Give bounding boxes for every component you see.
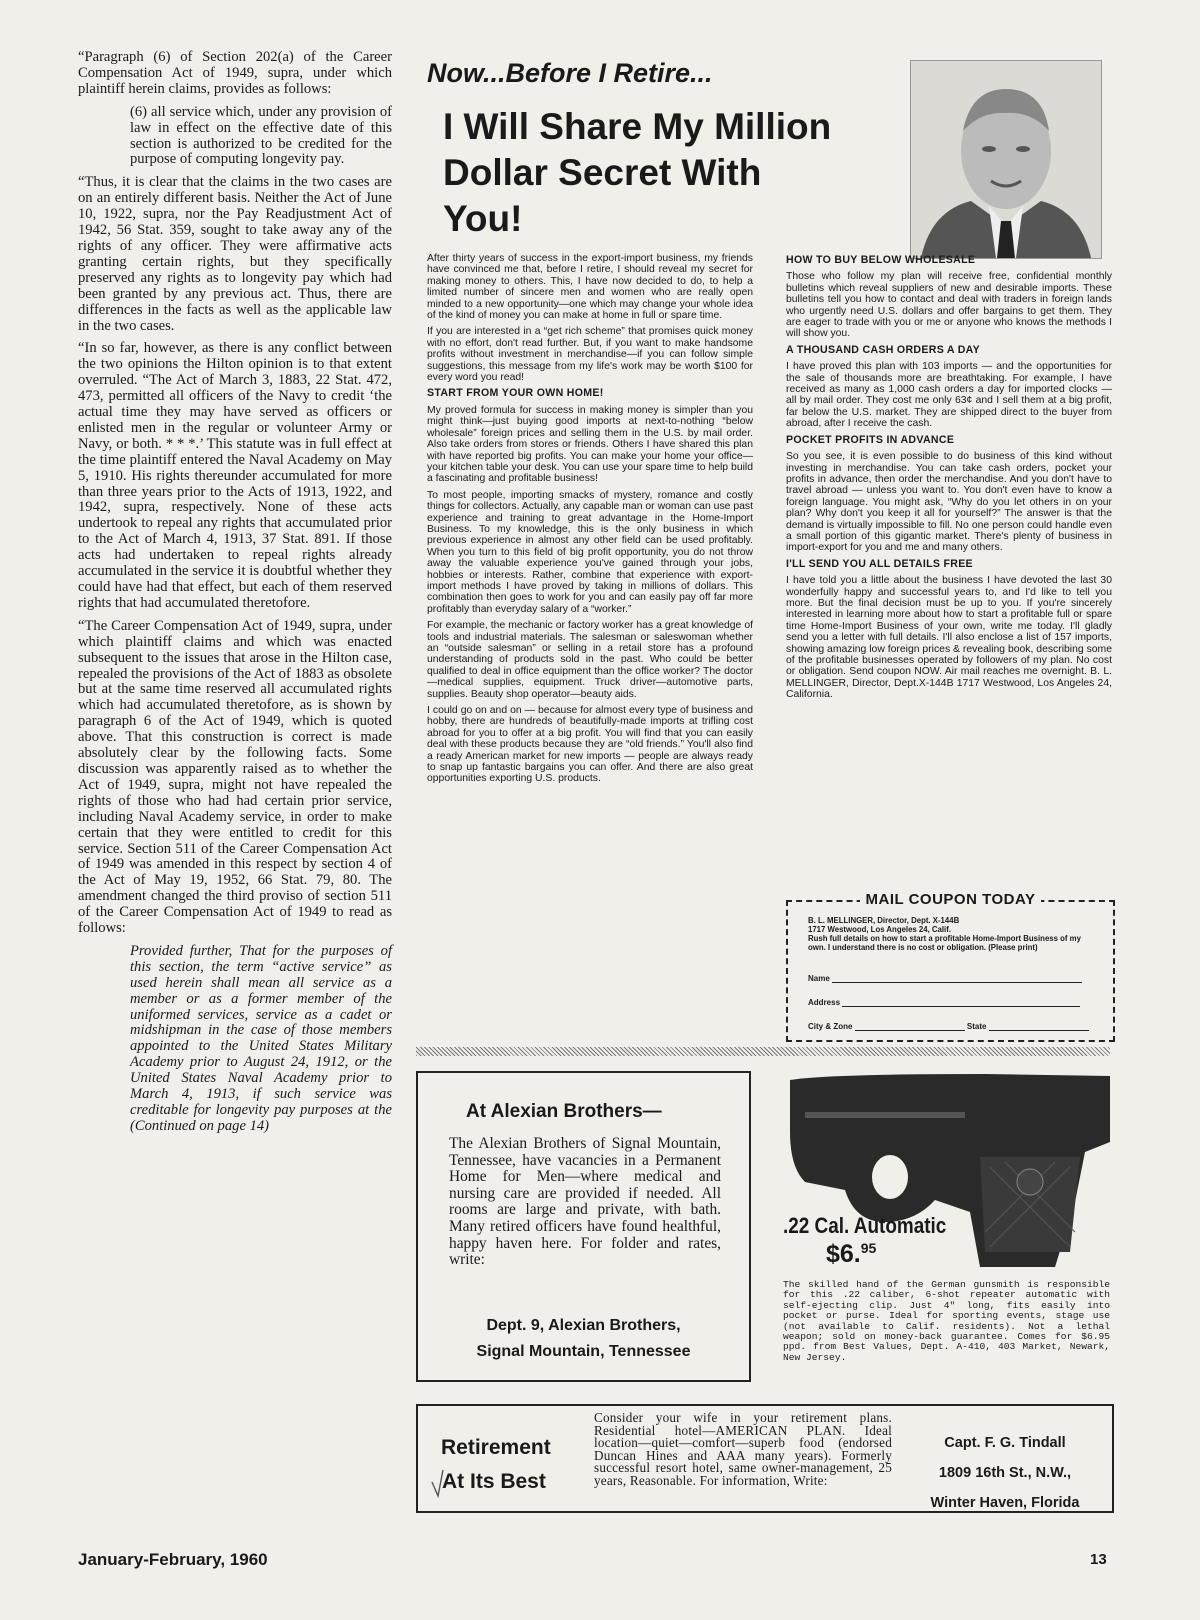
ad-text: I could go on and on — because for almost every type of business and hobby, there are hundreds of beautifully-made imports at trifling cost abroad for you to offer at a big profit. You will find that you can easily deal with these products because they are “old friends.” You'll also find a ready American market for new imports — people are always ready to snap up fantastic bargains you can offer. And there are also great opportunities exporting U.S. products.	[427, 705, 753, 785]
ad-column-right	[786, 253, 1112, 706]
retirement-title: Retirement	[441, 1436, 551, 1459]
alexian-body: The Alexian Brothers of Signal Mountain, Tennessee, have vacancies in a Permanent Home for Men—where medical and nursing care are provided if needed. All rooms are large and private, with bath. Many retired officers have found healthful, happy haven here. For folder and rates, write:	[449, 1135, 721, 1269]
legal-paragraph: “The Career Compensation Act of 1949, supra, under which plaintiff claims and which was enacted subsequent to the issues that arose in the Hilton case, repealed the provisions of the Act of 1883 as obsolete but at the same time reserved all accumulated rights which had accumulated theretofore, as is shown by paragraph 6 of the Act of 1949, which is quoted above. That this construction is correct is made absolutely clear by the following facts. Some discussion was apparently raised as to whether the Act of 1949, supra, might not have repealed the rights of those who had had certain prior service, including Naval Academy service, in order to make certain that they were entitled to credit for this service. Section 511 of the Career Compensation Act of 1949 was amended in this respect by section 4 of the Act of May 19, 1952, 66 Stat. 79, 80. The amendment changed the third proviso of section 511 of the Career Compensation Act of 1949 to read as follows:	[78, 617, 392, 937]
coupon-address-label: Address	[808, 998, 841, 1007]
mail-coupon[interactable]	[786, 891, 1115, 1042]
coupon-line: Rush full details on how to start a profitable Home-Import Business of my own. I understand there is no cost or obligation. (Please print)	[808, 934, 1081, 952]
ad-subhead: A THOUSAND CASH ORDERS A DAY	[786, 343, 981, 356]
ad-kicker: Now...Before I Retire...	[427, 58, 713, 88]
coupon-title: MAIL COUPON TODAY	[860, 891, 1042, 908]
ad-text: To most people, importing smacks of mystery, romance and costly things for collectors. Actually, any capable man or woman can use past experience and training to great advantage in the Home-Import Business. To my knowledge, this is the only business in which previous experience in almost any other field can be used profitably. When you turn to this field of big profit opportunity, you do not throw away the valuable experience you've gained through your jobs, hobbies or interests. Rather, combine that experience with export-import methods I have proved by taking in millions of dollars. This combination then goes to work for you and can easily pay off far more profitably than everyday salary of a “worker.”	[427, 489, 753, 615]
ad-text: After thirty years of success in the export-import business, my friends have convinced me that, before I retire, I should reveal my secret for making money to others. This, I have now decided to do, to help a limited number of sincere men and women who are really open minded to a new opportunity—one which may change your whole idea of the kind of money you can make at home in full or spare time.	[427, 253, 753, 322]
alexian-city-line: Signal Mountain, Tennessee	[476, 1343, 691, 1360]
legal-quote-proviso: Provided further, That for the purposes of this section, the term “active service” as used herein shall mean all service as a member or as a former member of the uniformed services, service as a cadet or midshipman in the case of those members appointed to the United States Military Academy prior to August 24, 1912, or the United States Naval Academy prior to March 4, 1913, if such service was creditable for longevity pay purposes at the (Continued on page 14)	[130, 942, 392, 1134]
alexian-dept-line: Dept. 9, Alexian Brothers,	[486, 1317, 681, 1334]
legal-paragraph: “Paragraph (6) of Section 202(a) of the Career Compensation Act of 1949, supra, under which plaintiff herein claims, provides as follows:	[78, 49, 392, 97]
ad-subhead: POCKET PROFITS IN ADVANCE	[786, 433, 955, 446]
ad-subhead: HOW TO BUY BELOW WHOLESALE	[786, 254, 976, 266]
gun-price-cents: 95	[860, 1240, 877, 1256]
gun-title: .22 Cal. Automatic	[783, 1213, 947, 1238]
legal-paragraph: “Thus, it is clear that the claims in the two cases are on an entirely different basis. Neither the Act of June 10, 1922, supra, nor the Pay Readjustment Act of 1942, 56 Stat. 359, sought to take away any of the rights of any officer. They were affirmative acts granting certain rights, but they specifically preserved any rights as to longevity pay which had been granted by any previous act. Thus, there are differences in the facts as well as the applicable law in the two cases.	[78, 174, 392, 334]
check-mark-icon	[430, 1468, 444, 1498]
portrait-photo	[910, 60, 1102, 259]
ad-text: Those who follow my plan will receive free, confidential monthly bulletins which reveal suppliers of new and desirable imports. These bulletins tell you how to contact and deal with traders in foreign lands who urgently need U.S. dollars and offer bargains to get them. They are eager to trade with you or me or anyone who knows the methods I will show you.	[786, 271, 1112, 340]
man-portrait-icon	[911, 61, 1101, 258]
coupon-address	[808, 916, 1100, 952]
hatched-divider	[416, 1047, 1110, 1056]
ad-text: My proved formula for success in making money is simpler than you might think—just buying good imports at next-to-nothing “below wholesale” foreign prices and selling them in the U.S. by mail order. Also take orders from stores or friends. Others I have shared this plan with have reported big profits. You can make your home your office—your kitchen table your desk. You can use your spare time to help build a fascinating and profitable business!	[427, 404, 753, 485]
ad-text: If you are interested in a “get rich scheme” that promises quick money with no effort, don't read further. But, if you want to make handsome profits without investment in merchandise—if you can follow simple suggestions, this message from my life's work may be worth $100 for every word you read!	[427, 326, 753, 384]
retirement-addr-city: Winter Haven, Florida	[930, 1495, 1080, 1511]
ad-text: For example, the mechanic or factory worker has a great knowledge of tools and industrial materials. The salesman or saleswoman whether an “outside salesman” or selling in a retail store has a profound understanding of products sold in the past. Who could be better qualified to deal in office equipment than the office worker? The doctor—medical supplies, equipment. Truck driver—automotive parts, supplies. Beauty shop operator—beauty aids.	[427, 620, 753, 700]
retirement-body: Consider your wife in your retirement plans. Residential hotel—AMERICAN PLAN. Ideal location—quiet—comfort—superb food (endorsed Duncan Hines and AAA many years). Formerly successful resort hotel, same owner-management, 25 years, Reasonable. For information, Write:	[594, 1410, 892, 1488]
coupon-city-label: City & Zone	[808, 1022, 853, 1031]
ad-text: I have told you a little about the business I have devoted the last 30 wonderfully happy and successful years to, and I'd like to tell you more. But the final decision must be up to you. If you're sincerely interested in learning more about how to start a profitable full or spare time Home-Import Business of your own, write me today. I'll gladly send you a letter with full details. I'll also enclose a list of 157 imports, showing amazing low foreign prices & revealing book, describing some of the profitable businesses operated by followers of my plan. No cost or obligation. Send coupon NOW. Air mail reaches me overnight. B. L. MELLINGER, Director, Dept.X-144B 1717 Westwood, Los Angeles 24, California.	[786, 575, 1112, 701]
gun-price	[826, 1240, 876, 1269]
ad-column-left	[427, 253, 753, 790]
alexian-ad-box	[416, 1071, 751, 1382]
ad-headline: I Will Share My Million Dollar Secret With You!	[443, 106, 832, 239]
coupon-city-field[interactable]	[808, 1022, 1089, 1031]
legal-paragraph: “In so far, however, as there is any conflict between the two opinions the Hilton opinion is to that extent overruled. “The Act of March 3, 1883, 22 Stat. 472, 473, permitted all officers of the Navy to credit ‘the actual time they may have served as officers or enlisted men in the regular or volunteer Army or Navy, or both. * * *.’ This statute was in full effect at the time plaintiff entered the Naval Academy on May 5, 1910. His rights thereunder accumulated for more than three years prior to the Acts of 1913, 1922, and 1942, supra, respectively. None of these acts undertook to repeal any rights that accumulated prior to the Act of March 4, 1913, 37 Stat. 891. If those acts had undertaken to repeal rights already accumulated in the service it is doubtful whether they could have had that effect, but each of them reserved rights that had accumulated theretofore.	[78, 340, 392, 611]
legal-column	[78, 50, 392, 1142]
retirement-subtitle: At Its Best	[442, 1470, 546, 1493]
ad-text: So you see, it is even possible to do business of this kind without investing in merchandise. You can take cash orders, pocket your profits in advance, then order the merchandise. And you don't have to travel abroad — unless you want to. You don't even have to know a foreign language. You might ask, “Why do you let others in on your plan? Why don't you keep it all for yourself?” The answer is that the demand is virtually impossible to fill. No one person could handle even a small portion of this gigantic market. There's plenty of business in import-export for you and me and many others.	[786, 451, 1112, 554]
ad-text: I have proved this plan with 103 imports — and the opportunities for the sale of thousands more are breathtaking. For example, I have received as many as 1,000 cash orders a day for imported clocks — all by mail order. They cost me only 63¢ and I sell them at a big profit, far below the U.S. market. They are shipped direct to the buyer from abroad, after I receive the cash.	[786, 361, 1112, 430]
coupon-address-field[interactable]	[808, 998, 1080, 1007]
ad-subhead: I'LL SEND YOU ALL DETAILS FREE	[786, 557, 973, 570]
retirement-addr-name: Capt. F. G. Tindall	[944, 1435, 1066, 1451]
alexian-address	[418, 1313, 749, 1365]
retirement-addr-street: 1809 16th St., N.W.,	[938, 1465, 1072, 1481]
alexian-title: At Alexian Brothers—	[466, 1101, 662, 1122]
gun-price-dollars: $6.	[826, 1240, 861, 1268]
coupon-line: 1717 Westwood, Los Angeles 24, Calif.	[808, 925, 951, 934]
ad-subhead: START FROM YOUR OWN HOME!	[427, 387, 604, 400]
issue-date: January-February, 1960	[78, 1550, 268, 1569]
legal-quote-provision: (6) all service which, under any provision of law in effect on the effective date of this section is authorized to be credited for the purpose of computing longevity pay.	[130, 103, 392, 168]
coupon-name-label: Name	[808, 974, 830, 983]
retirement-address	[910, 1428, 1100, 1518]
coupon-name-field[interactable]	[808, 974, 1082, 983]
gun-description: The skilled hand of the German gunsmith is responsible for this .22 caliber, 6-shot repeater automatic with self-ejecting clip. Just 4" long, fits easily into pocket or purse. Ideal for sporting events, stage use (not available to Calif. residents). Not a lethal weapon; sold on money-back guarantee. Comes for $6.95 ppd. from Best Values, Dept. A-410, 403 Market, Newark, New Jersey.	[783, 1279, 1110, 1363]
coupon-state-label: State	[966, 1022, 987, 1031]
page-number: 13	[1090, 1551, 1107, 1568]
coupon-line: B. L. MELLINGER, Director, Dept. X-144B	[808, 916, 960, 925]
